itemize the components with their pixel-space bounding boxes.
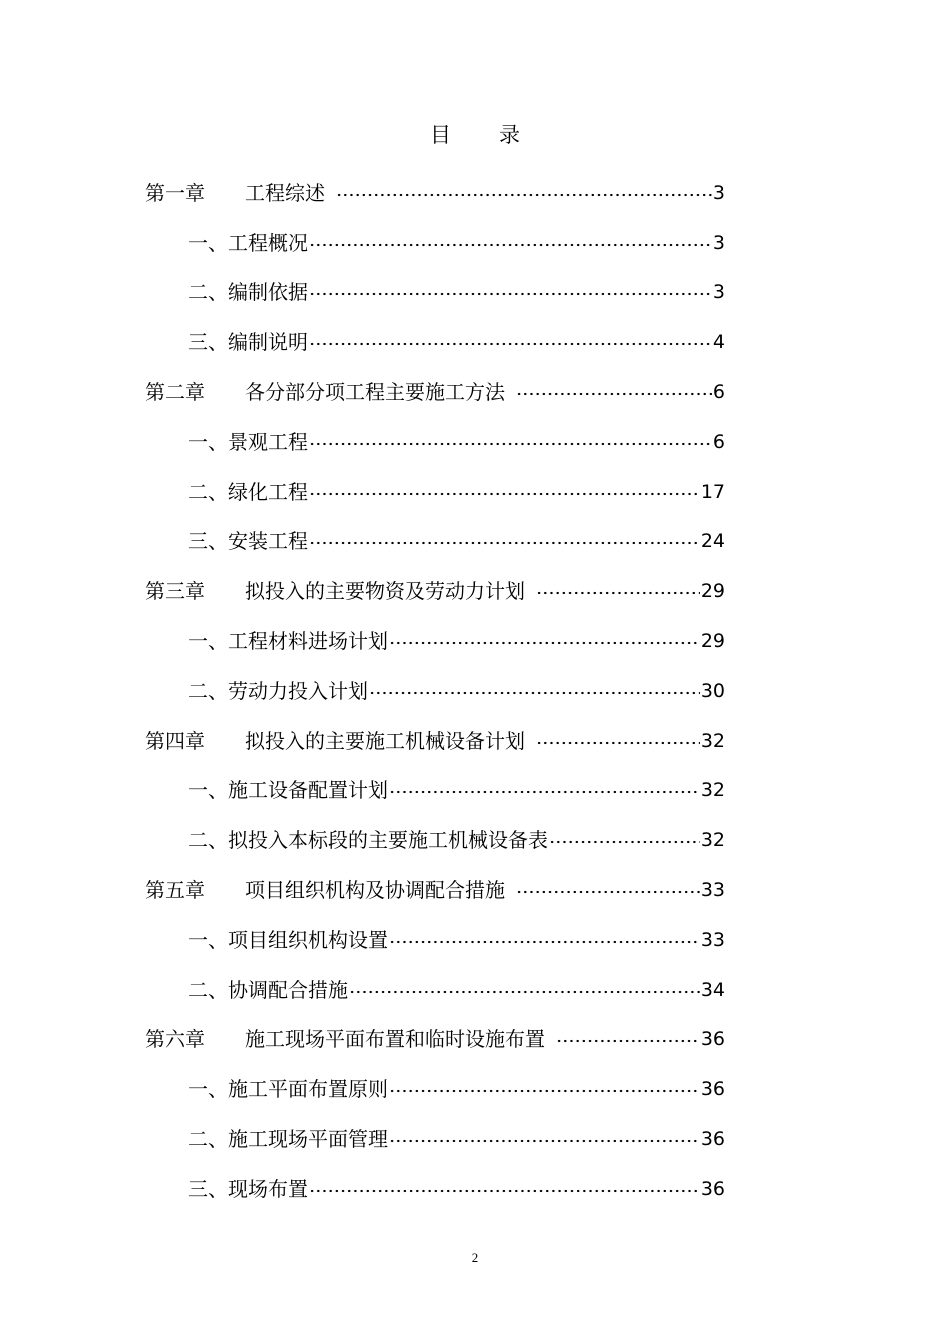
toc-dot-leader — [369, 691, 700, 695]
toc-page-number: 36 — [700, 1177, 725, 1200]
toc-chapter-number: 第六章 — [145, 1027, 205, 1052]
toc-page-number: 36 — [700, 1128, 725, 1151]
toc-heading-char-2: 录 — [499, 123, 520, 147]
toc-dot-leader — [389, 641, 700, 645]
toc-dot-leader — [349, 990, 700, 994]
toc-section-entry[interactable] — [145, 616, 725, 666]
toc-dot-leader — [389, 940, 700, 944]
toc-dot-leader — [309, 541, 700, 545]
toc-entry-title: 拟投入的主要物资及劳动力计划 — [245, 579, 525, 604]
toc-chapter-entry[interactable] — [145, 865, 725, 915]
toc-page-number: 34 — [700, 978, 725, 1001]
toc-entry-title: 二、劳动力投入计划 — [188, 678, 368, 703]
toc-entry-title: 一、施工设备配置计划 — [188, 778, 388, 803]
toc-chapter-number: 第一章 — [145, 180, 205, 205]
toc-dot-leader — [309, 442, 712, 446]
toc-page-number: 36 — [700, 1078, 725, 1101]
toc-page-number: 32 — [700, 779, 725, 802]
toc-chapter-entry[interactable] — [145, 716, 725, 766]
toc-entry-title: 三、编制说明 — [188, 330, 308, 355]
toc-dot-leader — [336, 193, 712, 197]
toc-page-number: 24 — [700, 530, 725, 553]
toc-entry-title: 一、施工平面布置原则 — [188, 1077, 388, 1102]
toc-heading-char-1: 目 — [430, 123, 451, 147]
toc-page-number: 3 — [712, 181, 725, 204]
toc-dot-leader — [536, 741, 700, 745]
toc-section-entry[interactable] — [145, 1164, 725, 1214]
toc-page-number: 33 — [700, 879, 725, 902]
toc-section-entry[interactable] — [145, 517, 725, 567]
toc-section-entry[interactable] — [145, 815, 725, 865]
toc-entry-title: 拟投入的主要施工机械设备计划 — [245, 728, 525, 753]
toc-section-entry[interactable] — [145, 666, 725, 716]
toc-dot-leader — [309, 492, 700, 496]
toc-section-entry[interactable] — [145, 965, 725, 1015]
toc-dot-leader — [516, 890, 700, 894]
toc-section-entry[interactable] — [145, 1064, 725, 1114]
toc-page-number: 4 — [712, 331, 725, 354]
toc-chapter-entry[interactable] — [145, 168, 725, 218]
toc-page-number: 29 — [700, 580, 725, 603]
toc-dot-leader — [556, 1039, 700, 1043]
toc-section-entry[interactable] — [145, 268, 725, 318]
toc-section-entry[interactable] — [145, 467, 725, 517]
toc-dot-leader — [309, 292, 712, 296]
toc-page-number: 33 — [700, 928, 725, 951]
toc-heading — [0, 120, 950, 150]
toc-page-number: 17 — [700, 480, 725, 503]
toc-chapter-number: 第三章 — [145, 579, 205, 604]
toc-section-entry[interactable] — [145, 317, 725, 367]
toc-section-entry[interactable] — [145, 766, 725, 816]
toc-dot-leader — [516, 392, 712, 396]
table-of-contents — [145, 168, 725, 1214]
toc-dot-leader — [389, 790, 700, 794]
toc-dot-leader — [309, 342, 712, 346]
toc-page-number: 6 — [712, 430, 725, 453]
toc-dot-leader — [389, 1089, 700, 1093]
toc-entry-title: 三、现场布置 — [188, 1176, 308, 1201]
toc-entry-title: 一、工程概况 — [188, 230, 308, 255]
toc-entry-title: 工程综述 — [245, 180, 325, 205]
toc-entry-title: 各分部分项工程主要施工方法 — [245, 380, 505, 405]
toc-dot-leader — [549, 840, 700, 844]
toc-page-number: 30 — [700, 679, 725, 702]
toc-entry-title: 项目组织机构及协调配合措施 — [245, 878, 505, 903]
toc-page-number: 32 — [700, 729, 725, 752]
toc-section-entry[interactable] — [145, 915, 725, 965]
toc-dot-leader — [536, 591, 700, 595]
toc-entry-title: 施工现场平面布置和临时设施布置 — [245, 1027, 545, 1052]
toc-entry-title: 三、安装工程 — [188, 529, 308, 554]
toc-page-number: 29 — [700, 630, 725, 653]
toc-chapter-number: 第四章 — [145, 728, 205, 753]
toc-page-number: 3 — [712, 281, 725, 304]
toc-chapter-entry[interactable] — [145, 367, 725, 417]
toc-entry-title: 二、编制依据 — [188, 280, 308, 305]
toc-chapter-number: 第二章 — [145, 380, 205, 405]
toc-entry-title: 二、拟投入本标段的主要施工机械设备表 — [188, 828, 548, 853]
toc-page-number: 6 — [712, 381, 725, 404]
toc-entry-title: 一、项目组织机构设置 — [188, 927, 388, 952]
toc-dot-leader — [309, 243, 712, 247]
toc-dot-leader — [389, 1139, 700, 1143]
toc-section-entry[interactable] — [145, 417, 725, 467]
toc-entry-title: 二、绿化工程 — [188, 479, 308, 504]
toc-page-number: 36 — [700, 1028, 725, 1051]
toc-chapter-number: 第五章 — [145, 878, 205, 903]
toc-page-number: 32 — [700, 829, 725, 852]
toc-page-number: 3 — [712, 231, 725, 254]
toc-section-entry[interactable] — [145, 218, 725, 268]
toc-entry-title: 二、协调配合措施 — [188, 977, 348, 1002]
toc-section-entry[interactable] — [145, 1114, 725, 1164]
page-number: 2 — [471, 1250, 479, 1265]
toc-chapter-entry[interactable] — [145, 1015, 725, 1065]
toc-entry-title: 一、景观工程 — [188, 429, 308, 454]
toc-dot-leader — [309, 1189, 700, 1193]
toc-entry-title: 一、工程材料进场计划 — [188, 629, 388, 654]
toc-entry-title: 二、施工现场平面管理 — [188, 1127, 388, 1152]
toc-chapter-entry[interactable] — [145, 566, 725, 616]
